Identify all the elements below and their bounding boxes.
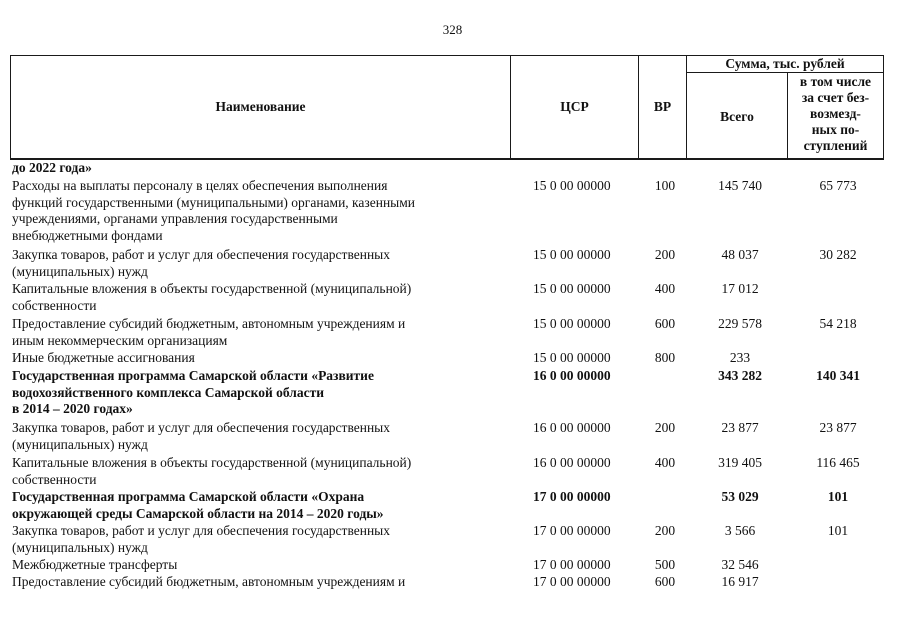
header-csr: ЦСР xyxy=(560,99,589,114)
row-name: Закупка товаров, работ и услуг для обеспечения государственных (муниципальных) нужд xyxy=(12,247,391,279)
row-name: Предоставление субсидий бюджетным, автономным учреждениям и xyxy=(12,574,406,589)
row-free: 65 773 xyxy=(819,178,857,193)
row-vr: 400 xyxy=(654,281,676,296)
row-csr: 15 0 00 00000 xyxy=(533,316,611,331)
row-free: 101 xyxy=(827,489,849,504)
row-name: Расходы на выплаты персоналу в целях обеспечения выполнения функций государственными (муниципальными) органами, казенными учреждениями, органами управления государственными внебюджетными фондами xyxy=(12,178,416,243)
row-total: 16 917 xyxy=(721,574,759,589)
row-name: Капитальные вложения в объекты государственной (муниципальной) собственности xyxy=(12,281,412,313)
row-total: 23 877 xyxy=(721,420,759,435)
row-vr: 200 xyxy=(654,523,676,538)
row-free: 101 xyxy=(827,523,849,538)
header-sum-group: Сумма, тыс. рублей xyxy=(725,56,845,71)
row-total: 229 578 xyxy=(718,316,762,331)
header-free-line: за счет без- xyxy=(801,90,870,105)
row-name: Капитальные вложения в объекты государственной (муниципальной) собственности xyxy=(12,455,412,487)
row-csr: 17 0 00 00000 xyxy=(533,557,611,572)
row-total: 233 xyxy=(729,350,751,365)
row-total: 48 037 xyxy=(721,247,759,262)
row-name: Межбюджетные трансферты xyxy=(12,557,178,572)
row-name: до 2022 года» xyxy=(12,160,92,175)
row-vr: 800 xyxy=(654,350,676,365)
row-free: 54 218 xyxy=(819,316,857,331)
row-vr: 200 xyxy=(654,420,676,435)
row-total: 3 566 xyxy=(724,523,756,538)
row-free: 23 877 xyxy=(819,420,857,435)
row-name: Иные бюджетные ассигнования xyxy=(12,350,195,365)
header-name: Наименование xyxy=(215,99,306,114)
row-csr: 15 0 00 00000 xyxy=(533,178,611,193)
row-total: 145 740 xyxy=(718,178,762,193)
row-name: Закупка товаров, работ и услуг для обеспечения государственных (муниципальных) нужд xyxy=(12,523,391,555)
row-csr: 15 0 00 00000 xyxy=(533,350,611,365)
row-csr: 17 0 00 00000 xyxy=(533,489,611,504)
row-name: Государственная программа Самарской области «Развитие водохозяйственного комплекса Самарской области в 2014 – 2020 годах» xyxy=(12,368,374,416)
row-csr: 16 0 00 00000 xyxy=(533,368,611,383)
row-csr: 17 0 00 00000 xyxy=(533,523,611,538)
row-free: 30 282 xyxy=(819,247,857,262)
row-total: 319 405 xyxy=(718,455,762,470)
row-name: Закупка товаров, работ и услуг для обеспечения государственных (муниципальных) нужд xyxy=(12,420,391,452)
row-free: 116 465 xyxy=(816,455,860,470)
row-csr: 15 0 00 00000 xyxy=(533,247,611,262)
row-csr: 17 0 00 00000 xyxy=(533,574,611,589)
row-name: Предоставление субсидий бюджетным, автономным учреждениям и иным некоммерческим организациям xyxy=(12,316,406,348)
header-free-line: ных по- xyxy=(811,122,860,137)
row-csr: 16 0 00 00000 xyxy=(533,420,611,435)
row-vr: 100 xyxy=(654,178,676,193)
row-name: Государственная программа Самарской области «Охрана окружающей среды Самарской области на 2014 – 2020 годы» xyxy=(12,489,384,521)
row-total: 343 282 xyxy=(718,368,762,383)
row-csr: 15 0 00 00000 xyxy=(533,281,611,296)
page-number: 328 xyxy=(442,22,463,37)
row-vr: 500 xyxy=(654,557,676,572)
header-free-line: ступлений xyxy=(803,138,868,153)
row-csr: 16 0 00 00000 xyxy=(533,455,611,470)
row-vr: 400 xyxy=(654,455,676,470)
row-total: 32 546 xyxy=(721,557,759,572)
header-vr: ВР xyxy=(653,99,672,114)
row-vr: 200 xyxy=(654,247,676,262)
row-vr: 600 xyxy=(654,574,676,589)
header-free-line: возмезд- xyxy=(810,106,861,121)
row-total: 53 029 xyxy=(721,489,759,504)
row-vr: 600 xyxy=(654,316,676,331)
row-free: 140 341 xyxy=(816,368,860,383)
header-free-line: в том числе xyxy=(799,74,872,89)
row-total: 17 012 xyxy=(721,281,759,296)
header-total: Всего xyxy=(720,109,754,124)
